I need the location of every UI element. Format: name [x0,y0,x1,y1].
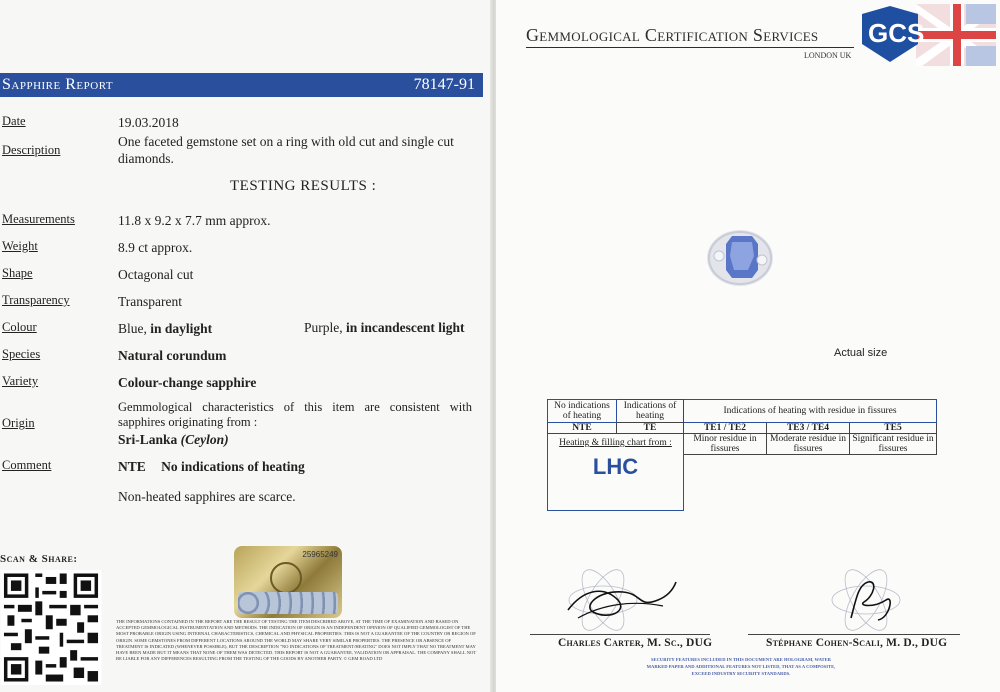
field-value: One faceted gemstone set on a ring with old cut and single cut diamonds. [118,134,454,166]
chart-source-label: Heating & filling chart from : [559,438,672,448]
signature-right-line [748,634,960,635]
report-number: 78147-91 [413,76,475,93]
hologram-code: 25965249 [302,550,338,559]
field-label: Transparency [2,293,70,307]
colour-incandescent-note: in incandescent light [346,320,465,335]
seal-emblem-icon [270,562,302,594]
field-label: Measurements [2,212,75,226]
code-te12: TE1 / TE2 [684,423,767,434]
col-indications: Indications of heating [617,400,684,423]
actual-size-label: Actual size [834,347,888,359]
origin-country: Sri-Lanka [118,432,178,447]
signatory-left: Charles Carter, M. Sc., DUG [558,637,713,649]
lhc-logo-icon: LHC [592,454,639,479]
hologram-pattern [238,592,338,614]
brand-name: Gemmological Certification Services [526,25,819,45]
desc-minor: Minor residue in fissures [684,434,767,455]
col-no-indications: No indications of heating [548,400,617,423]
logo-letters: GCS [868,18,925,48]
signatory-right: Stéphane Cohen-Scali, M. D., DUG [766,637,948,649]
colour-daylight-note: in daylight [150,321,213,336]
scan-share-label: Scan & Share: [0,553,78,565]
field-label: Date [2,114,26,128]
field-value: Octagonal cut [118,267,194,282]
desc-significant: Significant residue in fissures [850,434,937,455]
col-residue: Indications of heating with residue in fissures [684,400,937,423]
origin-country-alt: (Ceylon) [180,432,229,447]
code-nte: NTE [548,423,617,434]
comment-note: Non-heated sapphires are scarce. [118,489,296,504]
field-label: Colour [2,320,37,334]
ring-photo [704,222,776,290]
field-label: Species [2,347,41,361]
field-value: Gemmological characteristics of this item are consistent with sapphires originating from : [118,400,472,429]
field-label: Variety [2,374,39,388]
gcs-logo-icon [860,4,996,66]
field-value: 11.8 x 9.2 x 7.7 mm approx. [118,213,271,228]
field-label: Origin [2,416,35,430]
brand-city: LONDON UK [804,51,852,60]
qr-code[interactable] [0,570,102,685]
testing-heading: TESTING RESULTS : [230,178,377,194]
table-spacer [684,455,937,511]
signature-left-line [530,634,710,635]
field-value: Colour-change sapphire [118,375,257,390]
colour-incandescent: Purple, [304,320,343,335]
comment-value: No indications of heating [161,459,305,474]
field-value: Transparent [118,294,182,309]
field-value: Natural corundum [118,348,227,363]
code-te: TE [617,423,684,434]
desc-moderate: Moderate residue in fissures [767,434,850,455]
origin-country-group [118,432,229,448]
report-banner [0,73,483,97]
code-te5: TE5 [850,423,937,434]
field-value: 19.03.2018 [118,115,179,130]
security-note: SECURITY FEATURES INCLUDED IN THIS DOCUMENT ARE HOLOGRAM, WATER MARKED PAPER AND ADDITIONAL FEATURES NOT LISTED, THAT AS A COMPOSITE, EXCEED INDUSTRY SECURITY STANDARDS. [646,657,836,676]
field-label: Weight [2,239,38,253]
comment-code-group [118,458,472,475]
code-te34: TE3 / TE4 [767,423,850,434]
chart-source-cell [548,434,684,511]
heating-chart-table [547,399,937,511]
report-title: Sapphire Report [2,76,114,93]
field-label: Description [2,143,61,157]
signature-right-icon [796,560,946,635]
colour-incandescent-group [304,320,465,336]
hologram-seal [234,546,342,618]
colour-daylight: Blue, [118,321,147,336]
field-label: Comment [2,458,52,472]
signature-left-icon [548,560,698,635]
brand-underline [526,47,854,48]
field-label: Shape [2,266,33,280]
report-left-page [0,0,492,692]
field-value: 8.9 ct approx. [118,240,193,255]
report-right-page [496,0,1000,692]
comment-code: NTE [118,459,146,474]
disclaimer-text: THE INFORMATIONS CONTAINED IN THE REPORT ARE THE RESULT OF TESTING THE ITEM DESCRIBED ABOVE, AT THE TIME OF EXAMINATION AND BASED ON ACCEPTED GEMMOLOGICAL INSTRUMENTATION AND METHODS. THE INDICATION OF ORIGIN IS AN INDEPENDENT OPINION OF QUALIFIED GEMMOLOGIST OF THE MOST PROBABLE ORIGIN USING INTERNAL CHARACTERISTICS, CHEMICAL AND PHYSICAL PROPERTIES. THIS IS NOT A GUARANTEE OF THE COUNTRY OR REGION OF ORIGIN. SOME GEMSTONES FROM DIFFERENT LOCATIONS AROUND THE WORLD MAY SHARE VERY SIMILAR PROPERTIES. THE PRESENCE OR ABSENCE OF TREATMENT IS INDICATED (WHENEVER POSSIBLE), BUT THE DESCRIPTION "NO INDICATIONS OF TREATMENT/HEATING" DOES NOT IMPLY THAT NO TREATMENT MAY HAVE BEEN MADE BUT IT MEANS THAT NONE OF THEM WAS DETECTED. THIS REPORT IS NOT A GUARANTEE, VALIDATION OR APPRAISAL. THE COMPANY SHALL NOT BE LIABLE FOR ANY DIFFERENCES RESULTING FROM THE TESTING OF THE GOODS BY ANOTHER PARTY. © GEM ROAD LTD [116,619,477,662]
